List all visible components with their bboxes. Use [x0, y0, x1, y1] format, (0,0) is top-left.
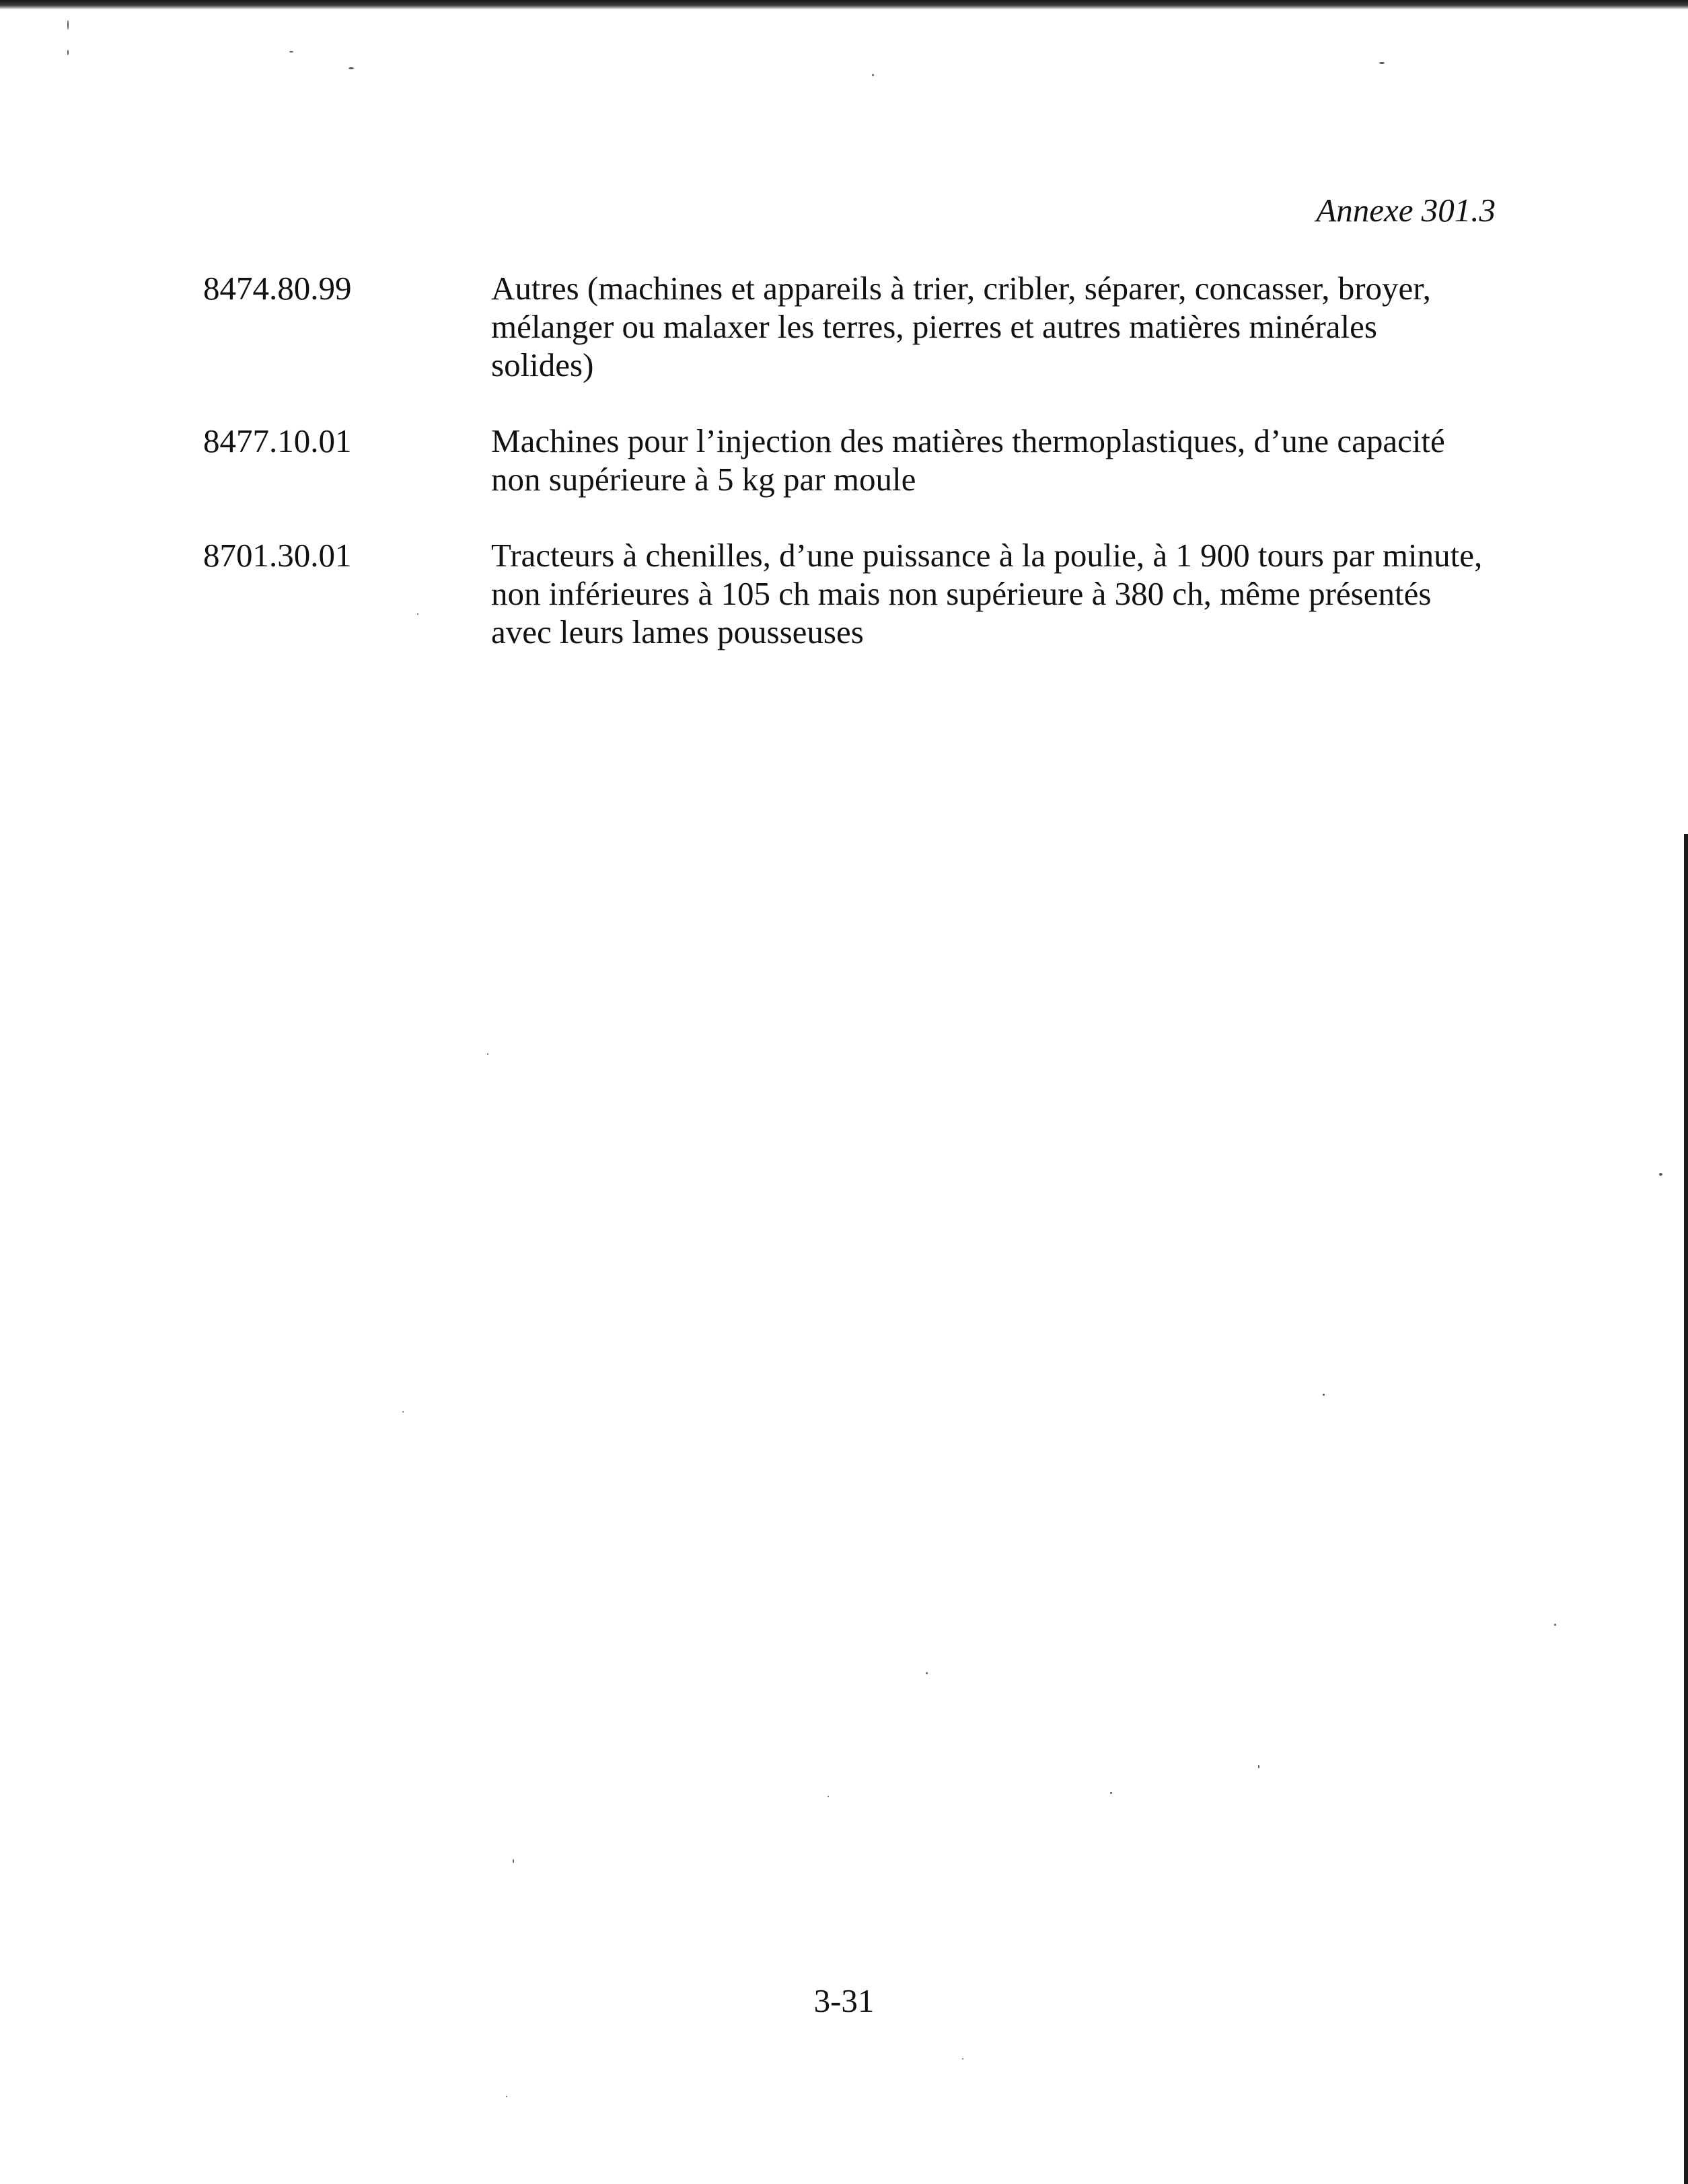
- tariff-code: 8474.80.99: [203, 270, 352, 307]
- scan-speck: [1323, 1394, 1325, 1396]
- scan-right-edge: [1684, 834, 1688, 2184]
- page-number: 3-31: [813, 1982, 875, 2019]
- scan-speck: [1554, 1624, 1556, 1626]
- scan-speck: [1258, 1765, 1259, 1768]
- scan-speck: [513, 1859, 514, 1863]
- scan-speck: [402, 1411, 404, 1413]
- tariff-entry: [203, 269, 1522, 384]
- tariff-code: 8477.10.01: [203, 422, 352, 459]
- scan-speck: [67, 50, 69, 55]
- scan-speck: [962, 2058, 963, 2060]
- scan-speck: [872, 74, 874, 76]
- tariff-description: Machines pour l’injection des matières thermoplastiques, d’une capacité non supérieure à 5 kg par moule: [491, 422, 1445, 498]
- scan-speck: [67, 20, 69, 30]
- scan-speck: [1110, 1792, 1112, 1794]
- tariff-entry: [203, 422, 1522, 498]
- scan-speck: [487, 1053, 488, 1055]
- tariff-entries-list: [203, 269, 1522, 689]
- tariff-code: 8701.30.01: [203, 537, 352, 574]
- tariff-description: Autres (machines et appareils à trier, cribler, séparer, concasser, broyer, mélanger ou malaxer les terres, pierres et autres matières minérales solides): [491, 270, 1431, 383]
- scan-speck: [289, 51, 293, 52]
- scan-speck: [828, 1796, 829, 1797]
- scan-speck: [1379, 62, 1385, 64]
- scan-speck: [348, 67, 354, 69]
- annex-header: Annexe 301.3: [1316, 192, 1496, 229]
- scan-speck: [1659, 1173, 1662, 1176]
- scan-top-edge: [0, 0, 1688, 9]
- tariff-entry: [203, 536, 1522, 651]
- tariff-description: Tracteurs à chenilles, d’une puissance à la poulie, à 1 900 tours par minute, non inférieures à 105 ch mais non supérieure à 380 ch, même présentés avec leurs lames pousseuses: [491, 537, 1483, 650]
- scan-speck: [506, 2096, 507, 2097]
- scan-speck: [926, 1672, 928, 1674]
